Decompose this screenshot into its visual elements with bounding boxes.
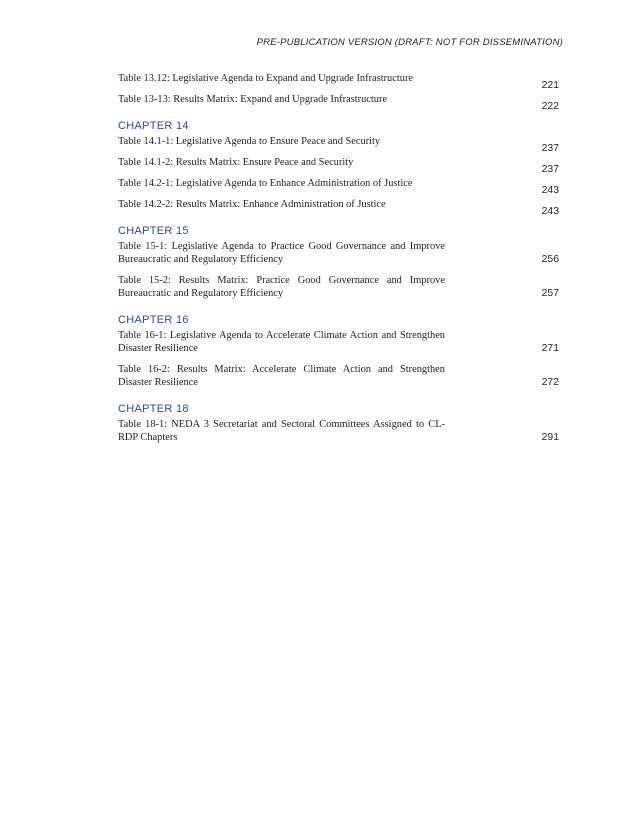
toc-entry-title: Table 14.1-2: Results Matrix: Ensure Peace and Security xyxy=(118,157,354,168)
chapter-heading: CHAPTER 14 xyxy=(118,120,189,132)
toc-entry-title: Table 14.2-1: Legislative Agenda to Enhance Administration of Justice xyxy=(118,178,413,189)
toc-entry[interactable] xyxy=(118,93,559,112)
toc-entry-page: 222 xyxy=(541,101,559,112)
toc-entry-title: Table 16-2: Results Matrix: Accelerate Climate Action and Strengthen Disaster Resilience xyxy=(118,364,445,388)
toc-entry-page: 257 xyxy=(541,288,559,299)
toc-entry[interactable] xyxy=(118,72,559,91)
toc-entry-title: Table 14.1-1: Legislative Agenda to Ensure Peace and Security xyxy=(118,136,381,147)
toc-entry[interactable] xyxy=(118,240,559,266)
toc-entry-title: Table 16-1: Legislative Agenda to Accelerate Climate Action and Strengthen Disaster Resilience xyxy=(118,330,445,354)
toc-entry[interactable] xyxy=(118,329,559,355)
toc-entry[interactable] xyxy=(118,418,559,444)
chapter-heading: CHAPTER 16 xyxy=(118,314,189,326)
toc-entry-page: 291 xyxy=(541,432,559,443)
toc-entry-title: Table 14.2-2: Results Matrix: Enhance Administration of Justice xyxy=(118,199,386,210)
toc-entry-page: 237 xyxy=(541,143,559,154)
toc-entry[interactable] xyxy=(118,156,559,175)
toc-entry-title: Table 18-1: NEDA 3 Secretariat and Sectoral Committees Assigned to CL-RDP Chapters xyxy=(118,419,445,443)
toc-entry-page: 243 xyxy=(541,206,559,217)
toc-entry-page: 243 xyxy=(541,185,559,196)
table-of-contents-list xyxy=(118,72,559,452)
toc-entry[interactable] xyxy=(118,135,559,154)
toc-entry[interactable] xyxy=(118,363,559,389)
toc-entry-page: 256 xyxy=(541,254,559,265)
toc-entry-title: Table 15-2: Results Matrix: Practice Good Governance and Improve Bureaucratic and Regulatory Efficiency xyxy=(118,275,445,299)
toc-entry-title: Table 13.12: Legislative Agenda to Expand and Upgrade Infrastructure xyxy=(118,73,414,84)
toc-entry-page: 237 xyxy=(541,164,559,175)
toc-entry-page: 271 xyxy=(541,343,559,354)
toc-entry-title: Table 13-13: Results Matrix: Expand and Upgrade Infrastructure xyxy=(118,94,388,105)
toc-entry-page: 221 xyxy=(541,80,559,91)
toc-entry-title: Table 15-1: Legislative Agenda to Practice Good Governance and Improve Bureaucratic and Regulatory Efficiency xyxy=(118,241,445,265)
toc-entry-page: 272 xyxy=(541,377,559,388)
toc-entry[interactable] xyxy=(118,274,559,300)
chapter-heading: CHAPTER 15 xyxy=(118,225,189,237)
chapter-heading: CHAPTER 18 xyxy=(118,403,189,415)
running-header: PRE-PUBLICATION VERSION (DRAFT: NOT FOR DISSEMINATION) xyxy=(256,37,563,48)
toc-entry[interactable] xyxy=(118,177,559,196)
toc-entry[interactable] xyxy=(118,198,559,217)
